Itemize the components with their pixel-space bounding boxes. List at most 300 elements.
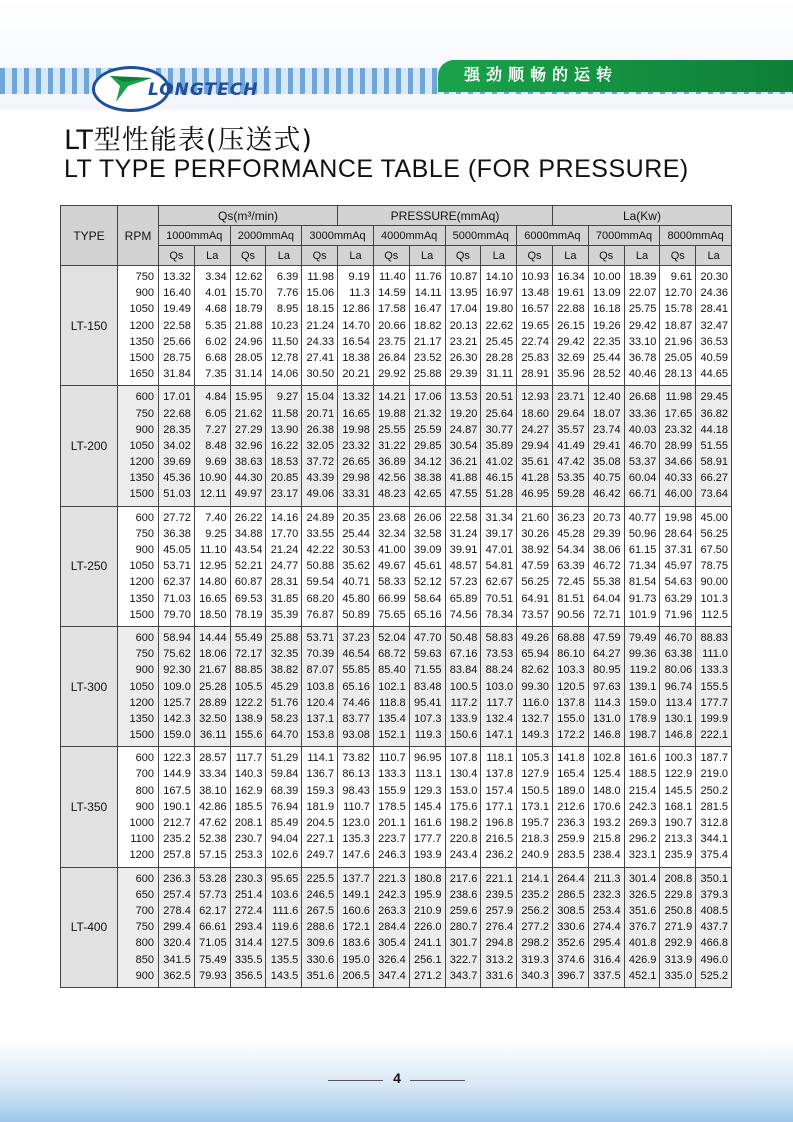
qs-column-cell xyxy=(302,386,338,506)
la-value: 28.57 xyxy=(199,752,227,765)
qs-value: 11.98 xyxy=(665,391,693,404)
qs-value: 75.65 xyxy=(378,608,406,621)
qs-value: 221.3 xyxy=(378,872,406,885)
la-value: 98.43 xyxy=(342,784,370,797)
pressure-header-3: 3000mmAq xyxy=(302,226,374,246)
la-value: 14.06 xyxy=(270,368,299,381)
la-value: 11.76 xyxy=(414,271,442,283)
qs-value: 56.25 xyxy=(521,576,549,589)
qs-value: 320.4 xyxy=(163,937,191,950)
pressure-header-8: 8000mmAq xyxy=(660,226,732,246)
qs-value: 18.15 xyxy=(306,303,335,316)
qs-value: 319.3 xyxy=(521,953,549,966)
qs-value: 27.72 xyxy=(163,511,191,524)
la-value: 12.78 xyxy=(270,351,299,364)
rpm-value: 1500 xyxy=(129,608,154,621)
la-value: 196.8 xyxy=(485,817,514,829)
qs-value: 356.5 xyxy=(234,969,263,982)
qs-column-cell xyxy=(588,747,624,867)
la-value: 30.53 xyxy=(342,544,370,556)
qs-value: 47.59 xyxy=(521,560,549,573)
la-value: 25.75 xyxy=(628,303,657,316)
la-value: 35.96 xyxy=(557,368,585,381)
qs-value: 41.88 xyxy=(449,472,478,485)
la-value: 193.9 xyxy=(413,849,442,862)
qs-column-cell xyxy=(445,626,481,746)
la-value: 41.49 xyxy=(557,439,585,452)
la-value: 45.28 xyxy=(557,527,585,540)
la-value: 86.10 xyxy=(557,648,585,661)
qs-value: 18.07 xyxy=(593,407,621,420)
qs-value: 43.54 xyxy=(234,544,263,556)
la-value: 93.08 xyxy=(342,729,370,742)
rpm-value: 900 xyxy=(135,423,154,436)
model-type-cell: LT-350 xyxy=(61,747,118,867)
la-value: 147.1 xyxy=(485,729,514,742)
la-value: 52.38 xyxy=(199,833,227,846)
la-value: 79.49 xyxy=(628,631,657,644)
la-value: 32.47 xyxy=(700,319,728,332)
la-value: 375.4 xyxy=(700,849,728,862)
qs-value: 159.0 xyxy=(163,729,191,742)
la-value: 344.1 xyxy=(700,833,728,846)
la-value: 426.9 xyxy=(628,953,657,966)
la-value: 103.0 xyxy=(485,680,514,693)
la-value: 323.1 xyxy=(628,849,657,862)
qs-value: 23.68 xyxy=(378,511,406,524)
qs-column-cell xyxy=(230,867,266,987)
la-value: 135.3 xyxy=(342,833,370,846)
la-value: 113.1 xyxy=(414,768,442,781)
la-value: 195.9 xyxy=(413,888,442,901)
qs-value: 122.3 xyxy=(163,752,191,765)
qs-value: 208.8 xyxy=(664,872,693,885)
la-value: 12.11 xyxy=(199,488,227,501)
la-value: 157.4 xyxy=(485,784,514,797)
la-column-cell xyxy=(409,506,445,626)
la-value: 28.28 xyxy=(485,351,514,364)
la-value: 35.57 xyxy=(557,423,585,436)
la-column-cell xyxy=(481,266,517,386)
qs-value: 53.71 xyxy=(306,631,335,644)
qs-value: 41.00 xyxy=(378,544,406,556)
la-value: 9.19 xyxy=(348,271,370,283)
la-value: 496.0 xyxy=(700,953,728,966)
qs-value: 24.87 xyxy=(449,423,478,436)
la-value: 25.44 xyxy=(342,527,370,540)
qs-value: 32.05 xyxy=(306,439,335,452)
la-column-cell xyxy=(409,747,445,867)
qs-column-cell xyxy=(445,386,481,506)
la-value: 119.3 xyxy=(414,729,442,742)
la-value: 23.71 xyxy=(557,391,585,404)
qs-value: 213.3 xyxy=(664,833,693,846)
qs-value: 13.53 xyxy=(449,391,478,404)
la-subheader: La xyxy=(696,246,732,266)
la-value: 47.62 xyxy=(199,817,227,829)
qs-value: 75.62 xyxy=(163,648,191,661)
la-column-cell xyxy=(338,386,374,506)
qs-value: 68.72 xyxy=(378,648,406,661)
la-value: 45.61 xyxy=(413,560,442,573)
qs-value: 76.87 xyxy=(306,608,335,621)
la-column-cell xyxy=(409,867,445,987)
la-subheader: La xyxy=(266,246,302,266)
la-column-cell xyxy=(696,386,732,506)
la-value: 40.71 xyxy=(342,576,370,589)
la-value: 376.7 xyxy=(628,921,657,934)
page-number-line-left xyxy=(328,1080,383,1081)
rpm-value: 1350 xyxy=(129,592,154,605)
header-row-qs-la xyxy=(61,246,732,266)
model-type-cell: LT-200 xyxy=(61,386,118,506)
qs-value: 32.34 xyxy=(378,527,406,540)
rpm-cell xyxy=(118,747,159,867)
la-value: 88.83 xyxy=(700,631,728,644)
pressure-header-4: 4000mmAq xyxy=(373,226,445,246)
qs-value: 13.32 xyxy=(163,271,191,283)
page-number-line-right xyxy=(410,1080,465,1081)
performance-table-wrapper xyxy=(60,205,732,988)
la-column-cell xyxy=(338,626,374,746)
qs-value: 326.4 xyxy=(378,953,406,966)
la-value: 62.67 xyxy=(485,576,514,589)
la-value: 81.54 xyxy=(628,576,657,589)
qs-value: 29.94 xyxy=(521,439,549,452)
la-column-cell xyxy=(552,626,588,746)
qs-value: 103.8 xyxy=(306,680,335,693)
la-value: 119.6 xyxy=(271,921,299,934)
qs-value: 305.4 xyxy=(378,937,406,950)
qs-value: 31.14 xyxy=(234,368,263,381)
la-value: 29.98 xyxy=(342,472,370,485)
rpm-value: 750 xyxy=(135,648,154,661)
la-value: 53.28 xyxy=(199,872,227,885)
qs-value: 54.63 xyxy=(664,576,693,589)
qs-value: 17.04 xyxy=(449,303,478,316)
la-value: 42.65 xyxy=(413,488,442,501)
la-value: 66.71 xyxy=(628,488,657,501)
qs-value: 23.32 xyxy=(664,423,693,436)
la-value: 219.0 xyxy=(700,768,728,781)
qs-value: 66.99 xyxy=(378,592,406,605)
rpm-value: 600 xyxy=(135,752,154,765)
qs-value: 43.39 xyxy=(306,472,335,485)
la-value: 250.2 xyxy=(700,784,728,797)
la-value: 64.70 xyxy=(270,729,299,742)
qs-value: 45.05 xyxy=(163,544,191,556)
la-value: 18.39 xyxy=(628,271,657,283)
qs-value: 71.96 xyxy=(664,608,693,621)
la-value: 83.48 xyxy=(413,680,442,693)
la-column-cell xyxy=(266,506,302,626)
qs-value: 242.3 xyxy=(378,888,406,901)
qs-value: 37.72 xyxy=(306,456,335,469)
qs-value: 16.18 xyxy=(593,303,621,316)
la-value: 51.55 xyxy=(700,439,728,452)
qs-value: 41.28 xyxy=(521,472,549,485)
la-value: 51.29 xyxy=(270,752,299,765)
la-value: 38.82 xyxy=(270,664,299,677)
la-value: 172.1 xyxy=(342,921,370,934)
qs-value: 45.97 xyxy=(664,560,693,573)
la-value: 4.84 xyxy=(205,391,227,404)
qs-value: 113.4 xyxy=(665,696,693,709)
la-value: 14.44 xyxy=(199,631,227,644)
la-value: 91.73 xyxy=(628,592,657,605)
qs-subheader: Qs xyxy=(302,246,338,266)
qs-value: 49.97 xyxy=(234,488,263,501)
la-value: 137.8 xyxy=(557,696,585,709)
qs-value: 46.95 xyxy=(521,488,549,501)
rpm-value: 600 xyxy=(135,391,154,404)
la-value: 41.02 xyxy=(485,456,514,469)
la-value: 35.89 xyxy=(485,439,514,452)
qs-value: 9.61 xyxy=(670,271,693,283)
qs-value: 341.5 xyxy=(163,953,191,966)
la-value: 90.56 xyxy=(557,608,585,621)
la-value: 264.4 xyxy=(557,872,585,885)
la-value: 63.39 xyxy=(557,560,585,573)
qs-value: 17.01 xyxy=(163,391,191,404)
la-value: 22.07 xyxy=(628,287,657,300)
qs-value: 57.23 xyxy=(449,576,478,589)
qs-value: 21.88 xyxy=(234,319,263,332)
la-value: 161.6 xyxy=(628,752,657,765)
qs-value: 362.5 xyxy=(163,969,191,982)
la-column-cell xyxy=(552,506,588,626)
rpm-value: 700 xyxy=(135,904,154,917)
qs-value: 225.5 xyxy=(306,872,335,885)
pressure-header-5: 5000mmAq xyxy=(445,226,517,246)
la-column-cell xyxy=(266,266,302,386)
la-value: 26.68 xyxy=(628,391,657,404)
qs-value: 11.98 xyxy=(307,271,335,283)
qs-value: 73.57 xyxy=(521,608,549,621)
la-value: 187.7 xyxy=(700,752,728,765)
la-value: 32.69 xyxy=(557,351,585,364)
qs-value: 18.60 xyxy=(521,407,549,420)
qs-value: 26.30 xyxy=(449,351,478,364)
rpm-value: 900 xyxy=(135,664,154,677)
la-value: 111.6 xyxy=(272,904,299,917)
la-value: 65.16 xyxy=(342,680,370,693)
rpm-value: 800 xyxy=(135,784,154,797)
qs-value: 116.0 xyxy=(522,696,549,709)
rpm-value: 900 xyxy=(135,287,154,300)
qs-value: 51.03 xyxy=(163,488,191,501)
la-value: 241.1 xyxy=(413,937,442,950)
qs-value: 28.05 xyxy=(234,351,263,364)
qs-column-cell xyxy=(517,386,553,506)
la-value: 118.1 xyxy=(486,752,514,765)
la-column-cell xyxy=(552,867,588,987)
la-value: 17.70 xyxy=(270,527,299,540)
la-value: 25.28 xyxy=(199,680,227,693)
qs-column-cell xyxy=(517,867,553,987)
la-value: 52.12 xyxy=(413,576,442,589)
qs-value: 24.89 xyxy=(306,511,335,524)
qs-value: 277.2 xyxy=(521,921,549,934)
la-value: 76.94 xyxy=(270,800,299,813)
qs-value: 351.6 xyxy=(306,969,335,982)
la-value: 37.23 xyxy=(342,631,370,644)
qs-value: 309.6 xyxy=(306,937,335,950)
qs-value: 31.84 xyxy=(163,368,191,381)
rpm-value: 600 xyxy=(135,872,154,885)
la-value: 12.95 xyxy=(199,560,227,573)
la-value: 111.0 xyxy=(702,648,728,661)
la-value: 312.8 xyxy=(700,817,728,829)
la-value: 60.04 xyxy=(628,472,657,485)
qs-value: 97.63 xyxy=(593,680,621,693)
qs-value: 263.3 xyxy=(378,904,406,917)
qs-value: 122.2 xyxy=(234,696,263,709)
header-slogan: 强劲顺畅的运转 xyxy=(438,60,793,92)
la-value: 58.83 xyxy=(485,631,514,644)
la-value: 40.46 xyxy=(628,368,657,381)
la-value: 9.27 xyxy=(276,391,299,404)
qs-value: 195.7 xyxy=(521,817,549,829)
la-value: 466.8 xyxy=(700,937,728,950)
qs-value: 16.57 xyxy=(521,303,549,316)
qs-value: 118.8 xyxy=(378,696,406,709)
model-block xyxy=(61,626,732,746)
la-value: 54.34 xyxy=(557,544,585,556)
qs-value: 52.04 xyxy=(378,631,406,644)
la-value: 236.2 xyxy=(485,849,514,862)
qs-column-cell xyxy=(159,386,195,506)
la-subheader: La xyxy=(481,246,517,266)
la-value: 206.5 xyxy=(342,969,370,982)
qs-value: 46.00 xyxy=(664,488,693,501)
la-value: 189.0 xyxy=(557,784,585,797)
la-value: 9.69 xyxy=(205,456,227,469)
la-value: 31.34 xyxy=(485,511,514,524)
qs-value: 49.67 xyxy=(378,560,406,573)
qs-value: 220.8 xyxy=(449,833,478,846)
la-value: 6.39 xyxy=(276,271,299,283)
qs-value: 235.9 xyxy=(664,849,693,862)
qs-value: 284.4 xyxy=(378,921,406,934)
la-value: 25.59 xyxy=(413,423,442,436)
la-value: 44.18 xyxy=(700,423,728,436)
la-value: 239.5 xyxy=(485,888,514,901)
rpm-value: 1650 xyxy=(129,368,154,381)
la-value: 110.7 xyxy=(343,800,370,813)
qs-value: 25.44 xyxy=(593,351,621,364)
la-value: 117.7 xyxy=(486,696,514,709)
la-column-cell xyxy=(481,867,517,987)
qs-value: 48.57 xyxy=(449,560,478,573)
qs-value: 74.56 xyxy=(449,608,478,621)
la-value: 379.3 xyxy=(700,888,728,901)
la-column-cell xyxy=(338,266,374,386)
qs-value: 59.54 xyxy=(306,576,335,589)
la-value: 221.1 xyxy=(485,872,514,885)
model-type-cell: LT-300 xyxy=(61,626,118,746)
pressure-header-1: 1000mmAq xyxy=(159,226,231,246)
la-value: 7.27 xyxy=(205,423,227,436)
la-column-cell xyxy=(481,386,517,506)
qs-value: 125.4 xyxy=(593,768,621,781)
qs-value: 36.21 xyxy=(449,456,478,469)
qs-column-cell xyxy=(445,867,481,987)
qs-value: 30.54 xyxy=(449,439,478,452)
qs-group-header: Qs(m³/min) xyxy=(159,206,338,226)
la-value: 145.4 xyxy=(413,800,442,813)
qs-column-cell xyxy=(373,867,409,987)
qs-column-cell xyxy=(517,747,553,867)
la-value: 29.42 xyxy=(628,319,657,332)
la-value: 33.36 xyxy=(628,407,657,420)
la-value: 54.81 xyxy=(485,560,514,573)
la-value: 36.11 xyxy=(199,729,227,742)
la-value: 14.16 xyxy=(270,511,299,524)
qs-value: 271.9 xyxy=(664,921,693,934)
qs-value: 42.22 xyxy=(306,544,335,556)
la-value: 16.22 xyxy=(270,439,299,452)
qs-value: 12.70 xyxy=(664,287,693,300)
qs-value: 198.2 xyxy=(449,817,478,829)
qs-column-cell xyxy=(445,747,481,867)
qs-column-cell xyxy=(230,266,266,386)
qs-value: 162.9 xyxy=(234,784,263,797)
qs-value: 217.6 xyxy=(449,872,478,885)
la-value: 56.25 xyxy=(700,527,728,540)
qs-value: 146.8 xyxy=(593,729,621,742)
la-value: 155.5 xyxy=(700,680,728,693)
qs-column-cell xyxy=(159,747,195,867)
qs-value: 38.92 xyxy=(521,544,549,556)
la-value: 14.11 xyxy=(414,287,442,300)
qs-value: 26.22 xyxy=(234,511,263,524)
la-value: 58.64 xyxy=(413,592,442,605)
la-value: 28.31 xyxy=(270,576,299,589)
qs-value: 227.1 xyxy=(306,833,335,846)
qs-value: 36.89 xyxy=(378,456,406,469)
qs-value: 15.04 xyxy=(306,391,335,404)
la-value: 198.7 xyxy=(628,729,657,742)
la-value: 18.50 xyxy=(199,608,227,621)
la-value: 215.4 xyxy=(628,784,657,797)
la-value: 183.6 xyxy=(342,937,370,950)
qs-value: 21.24 xyxy=(306,319,335,332)
qs-value: 253.4 xyxy=(593,904,621,917)
qs-value: 257.4 xyxy=(163,888,191,901)
rpm-value: 1050 xyxy=(129,439,154,452)
la-value: 85.49 xyxy=(270,817,299,829)
la-value: 46.54 xyxy=(342,648,370,661)
la-column-cell xyxy=(481,747,517,867)
la-column-cell xyxy=(338,867,374,987)
qs-value: 67.16 xyxy=(449,648,478,661)
la-value: 19.80 xyxy=(485,303,514,316)
qs-value: 20.66 xyxy=(378,319,406,332)
la-value: 216.5 xyxy=(485,833,514,846)
la-value: 66.27 xyxy=(700,472,728,485)
qs-value: 22.58 xyxy=(163,319,191,332)
la-column-cell xyxy=(266,626,302,746)
la-value: 19.61 xyxy=(557,287,585,300)
la-value: 57.73 xyxy=(199,888,227,901)
la-value: 42.86 xyxy=(199,800,227,813)
qs-column-cell xyxy=(660,747,696,867)
qs-value: 148.0 xyxy=(593,784,621,797)
qs-value: 155.9 xyxy=(378,784,406,797)
la-value: 28.41 xyxy=(700,303,728,316)
la-value: 212.6 xyxy=(557,800,585,813)
